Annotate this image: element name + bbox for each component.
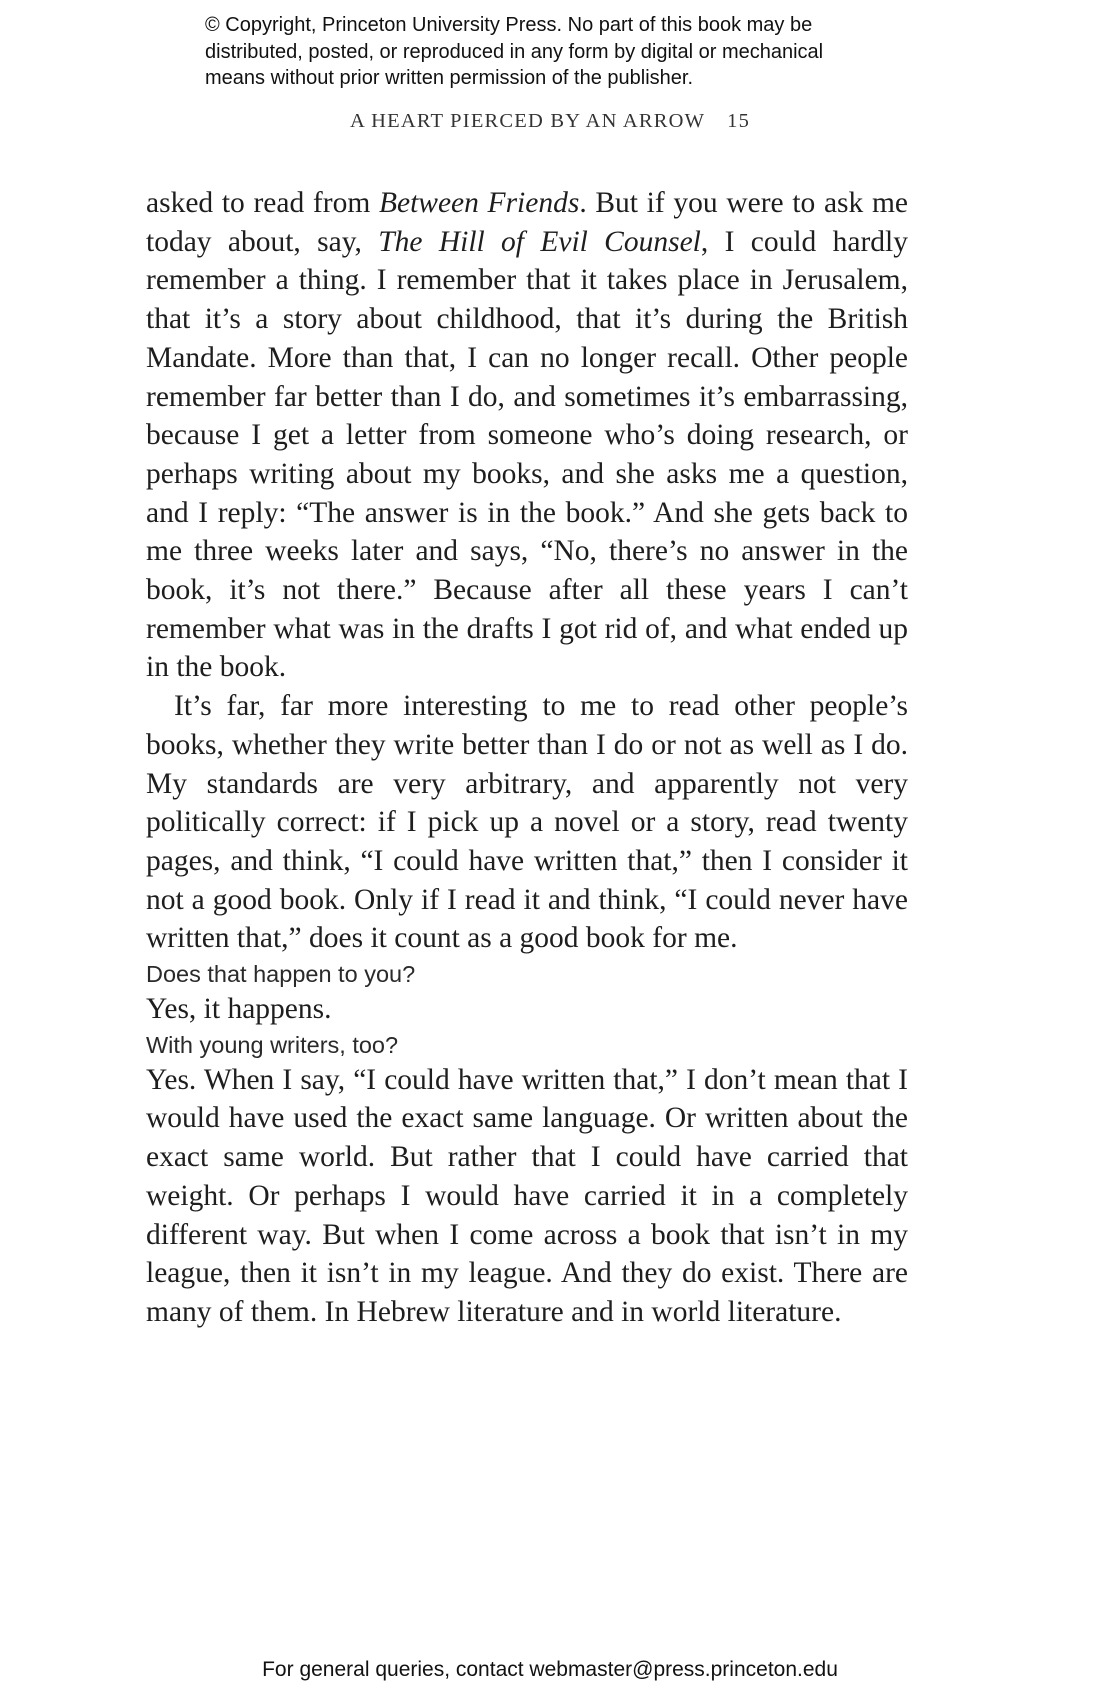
interview-question-2: With young writers, too? [146,1031,399,1058]
paragraph-1-text-1: asked to read from [146,187,379,219]
book-title-between-friends: Between Friends [378,187,580,219]
running-head-title: A HEART PIERCED BY AN ARROW [349,110,706,132]
interview-answer-2: Yes. When I say, “I could have written that,” I don’t mean that I would have used the exact same language. Or written about the exact same world. But rather that I could have carried that weight. Or perhaps I would have carried it in a completely different way. But when I come across a book that isn’t in my league, then it isn’t in my league. And they do exist. There are many of them. In Hebrew literature and in world literature. [146,1063,908,1328]
interview-answer-1: Yes, it happens. [146,993,332,1026]
book-title-hill-of-evil-counsel: The Hill of Evil Counsel [378,225,701,258]
paragraph-1-text-2: . But if you were to ask me today about, say, [146,187,908,258]
paragraph-1 [146,184,908,687]
paragraph-1-text-3: , I could hardly remember a thing. I remember that it takes place in Jerusalem, that it’s a story about childhood, that it’s during the British Mandate. More than that, I can no longer recall. Other people remember far better than I do, and sometimes it’s embarrassing, because I get a letter from someone who’s doing research, or perhaps writing about my books, and she asks me a question, and I reply: “The answer is in the book.” And she gets back to me three weeks later and says, “No, there’s no answer in the book, it’s not there.” Because after all these years I can’t remember what was in the drafts I got rid of, and what ended up in the book. [146,225,908,684]
page-number: 15 [727,110,751,132]
interview-question-1: Does that happen to you? [146,961,416,988]
copyright-notice [205,12,925,92]
running-head [0,110,1100,133]
copyright-line-2: distributed, posted, or reproduced in any form by digital or mechanical [205,40,824,63]
copyright-line-1: © Copyright, Princeton University Press. No part of this book may be [205,14,813,36]
copyright-line-3: means without prior written permission of the publisher. [205,67,694,89]
body-text [146,184,908,1332]
footer-contact: For general queries, contact webmaster@press.princeton.edu [262,1658,838,1681]
paragraph-2: It’s far, far more interesting to me to read other people’s books, whether they write better than I do or not as well as I do. My standards are very arbitrary, and apparently not very politically correct: if I pick up a novel or a story, read twenty pages, and think, “I could have written that,” then I consider it not a good book. Only if I read it and think, “I could never have written that,” does it count as a good book for me. [146,690,908,955]
